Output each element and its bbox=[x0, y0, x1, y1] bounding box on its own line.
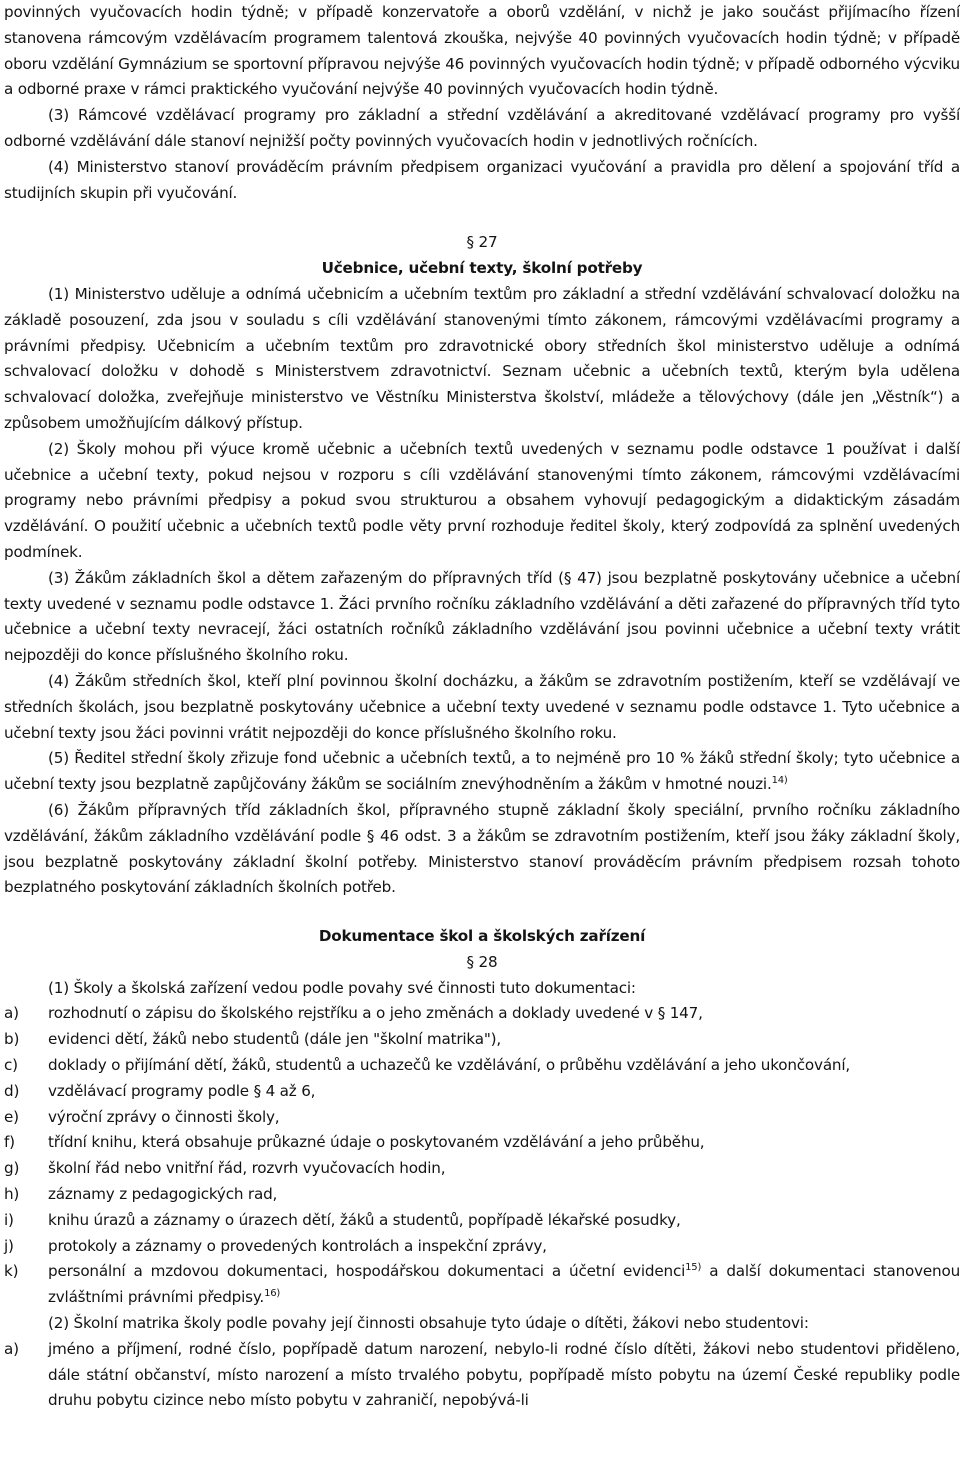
list-item-text: rozhodnutí o zápisu do školského rejstříku a o jeho změnách a doklady uvedené v § 147, bbox=[48, 1004, 703, 1023]
list-item-letter: b) bbox=[4, 1030, 20, 1049]
list-item-text-continued: a další dokumentaci stanovenou zvláštními právními předpisy. bbox=[48, 1262, 960, 1307]
list-item bbox=[4, 1130, 960, 1156]
section-28-paragraph-1: (1) Školy a školská zařízení vedou podle povahy své činnosti tuto dokumentaci: bbox=[48, 978, 636, 997]
list-item-text: výroční zprávy o činnosti školy, bbox=[48, 1107, 280, 1126]
list-item-letter: h) bbox=[4, 1185, 20, 1204]
list-item bbox=[4, 1208, 960, 1234]
list-item-k bbox=[4, 1259, 960, 1311]
list-item-text: třídní knihu, která obsahuje průkazné údaje o poskytovaném vzdělávání a jeho průběhu, bbox=[48, 1133, 705, 1152]
registry-list bbox=[4, 1337, 960, 1414]
list-item bbox=[4, 1156, 960, 1182]
list-item bbox=[4, 1105, 960, 1131]
paragraph-hours-continuation: povinných vyučovacích hodin týdně; v případě konzervatoře a oborů vzdělání, v nichž je jako součást přijímacího řízení stanovena rámcovým vzdělávacím programem talentová zkouška, nejvýše 40 povinných vyučovacích hodin týdně; v případě oboru vzdělání Gymnázium se sportovní přípravou nejvýše 46 povinných vyučovacích hodin týdně; v případě odborného výcviku a odborné praxe v rámci praktického vyučování nejvýše 40 povinných vyučovacích hodin týdně. bbox=[4, 3, 960, 99]
list-item-text: personální a mzdovou dokumentaci, hospodářskou dokumentaci a účetní evidenci bbox=[48, 1262, 686, 1281]
footnote-ref-14: 14) bbox=[771, 775, 788, 787]
list-item-letter: d) bbox=[4, 1081, 20, 1100]
list-item-letter: i) bbox=[4, 1210, 14, 1229]
section-27-paragraph-5-text: (5) Ředitel střední školy zřizuje fond učebnic a učebních textů, a to nejméně pro 10 % žáků střední školy; tyto učebnice a učební texty jsou bezplatně zapůjčovány žákům se sociálním znevýhodněním a žákům v hmotné nouzi. bbox=[4, 749, 960, 794]
list-item bbox=[4, 1234, 960, 1260]
documentation-list bbox=[4, 1001, 960, 1311]
list-item bbox=[4, 1053, 960, 1079]
paragraph-4-organization: (4) Ministerstvo stanoví prováděcím právním předpisem organizaci vyučování a pravidla pro dělení a spojování tříd a studijních skupin při vyučování. bbox=[4, 157, 960, 202]
list-item-text: jméno a příjmení, rodné číslo, popřípadě datum narození, nebylo-li rodné číslo dítěti, žákovi nebo studentovi přiděleno, dále státní občanství, místo narození a místo trvalého pobytu, popřípadě místo pobytu na území České republiky podle druhu pobytu cizince nebo místo pobytu v zahraničí, nepobývá-li bbox=[48, 1339, 960, 1410]
section-27-number: § 27 bbox=[466, 233, 498, 252]
list-item bbox=[4, 1337, 960, 1414]
paragraph-3-framework-programs: (3) Rámcové vzdělávací programy pro základní a střední vzdělávání a akreditované vzdělávací programy pro vyšší odborné vzdělávání dále stanoví nejnižší počty povinných vyučovacích hodin v jednotlivých ročnících. bbox=[4, 106, 960, 150]
section-27-paragraph-5 bbox=[4, 746, 960, 798]
section-28-number: § 28 bbox=[466, 952, 498, 971]
section-27-title: Učebnice, učební texty, školní potřeby bbox=[321, 259, 643, 278]
list-item bbox=[4, 1027, 960, 1053]
list-item-letter: e) bbox=[4, 1107, 19, 1126]
list-item-text: evidenci dětí, žáků nebo studentů (dále jen "školní matrika"), bbox=[48, 1030, 501, 1049]
section-28-heading: Dokumentace škol a školských zařízení bbox=[318, 927, 646, 946]
section-27-paragraph-3: (3) Žákům základních škol a dětem zařazeným do přípravných tříd (§ 47) jsou bezplatně poskytovány učebnice a učební texty uvedené v seznamu podle odstavce 1. Žáci prvního ročníku základního vzdělávání a děti zařazené do přípravných tříd tyto učebnice a učební texty nevracejí, žáci ostatních ročníků základního vzdělávání jsou povinni učebnice a učební texty vrátit nejpozději do konce příslušného školního roku. bbox=[4, 568, 960, 665]
list-item-text: protokoly a záznamy o provedených kontrolách a inspekční zprávy, bbox=[48, 1236, 547, 1255]
section-27-paragraph-1: (1) Ministerstvo uděluje a odnímá učebnicím a učebním textům pro základní a střední vzdělávání schvalovací doložku na základě posouzení, zda jsou v souladu s cíli vzdělávání stanovenými tímto zákonem, rámcovými vzdělávacími programy a právními předpisy. Učebnicím a učebním textům pro zdravotnické obory středních škol ministerstvo uděluje a odnímá schvalovací doložku v dohodě s Ministerstvem zdravotnictví. Seznam učebnic a učebních textů, kterým byla udělena schvalovací doložka, zveřejňuje ministerstvo ve Věstníku Ministerstva školství, mládeže a tělovýchovy (dále jen „Věstník“) a způsobem umožňujícím dálkový přístup. bbox=[4, 284, 960, 432]
section-27-paragraph-2: (2) Školy mohou při výuce kromě učebnic a učebních textů uvedených v seznamu podle odstavce 1 používat i další učebnice a učební texty, pokud nejsou v rozporu s cíli vzdělávání stanovenými tímto zákonem, rámcovými vzdělávacími programy nebo právními předpisy a pokud svou strukturou a obsahem vyhovují pedagogickým a didaktickým zásadám vzdělávání. O použití učebnic a učebních textů podle věty první rozhoduje ředitel školy, který zodpovídá za splnění uvedených podmínek. bbox=[4, 439, 960, 561]
list-item-text: školní řád nebo vnitřní řád, rozvrh vyučovacích hodin, bbox=[48, 1159, 446, 1178]
section-27-paragraph-4: (4) Žákům středních škol, kteří plní povinnou školní docházku, a žákům se zdravotním postižením, kteří se vzdělávají ve středních školách, jsou bezplatně poskytovány učebnice a učební texty uvedené v seznamu podle odstavce 1. Tyto učebnice a učební texty jsou žáci povinni vrátit nejpozději do konce příslušného školního roku. bbox=[4, 671, 960, 742]
list-item bbox=[4, 1001, 960, 1027]
list-item-text: záznamy z pedagogických rad, bbox=[48, 1185, 278, 1204]
list-item-text: knihu úrazů a záznamy o úrazech dětí, žáků a studentů, popřípadě lékařské posudky, bbox=[48, 1210, 681, 1229]
list-item-letter: k) bbox=[4, 1262, 19, 1281]
list-item-text: doklady o přijímání dětí, žáků, studentů a uchazečů ke vzdělávání, o průběhu vzdělávání a jeho ukončování, bbox=[48, 1056, 850, 1075]
section-27-paragraph-6: (6) Žákům přípravných tříd základních škol, přípravného stupně základní školy speciální, prvního ročníku základního vzdělávání, žákům základního vzdělávání podle § 46 odst. 3 a žákům se zdravotním postižením, kteří jsou žáky základní školy, jsou bezplatně poskytovány základní školní potřeby. Ministerstvo stanoví prováděcím právním předpisem rozsah tohoto bezplatného poskytování základních školních potřeb. bbox=[4, 800, 960, 897]
list-item-letter: a) bbox=[4, 1004, 19, 1023]
list-item-letter: f) bbox=[4, 1133, 15, 1152]
list-item bbox=[4, 1182, 960, 1208]
footnote-ref-16: 16) bbox=[264, 1288, 281, 1300]
list-item-letter: j) bbox=[4, 1236, 14, 1255]
list-item-letter: c) bbox=[4, 1056, 18, 1075]
section-28-paragraph-2: (2) Školní matrika školy podle povahy její činnosti obsahuje tyto údaje o dítěti, žákovi nebo studentovi: bbox=[48, 1314, 809, 1333]
list-item-letter: a) bbox=[4, 1339, 19, 1358]
list-item-text: vzdělávací programy podle § 4 až 6, bbox=[48, 1081, 316, 1100]
list-item-letter: g) bbox=[4, 1159, 20, 1178]
footnote-ref-15: 15) bbox=[685, 1262, 702, 1274]
list-item bbox=[4, 1079, 960, 1105]
